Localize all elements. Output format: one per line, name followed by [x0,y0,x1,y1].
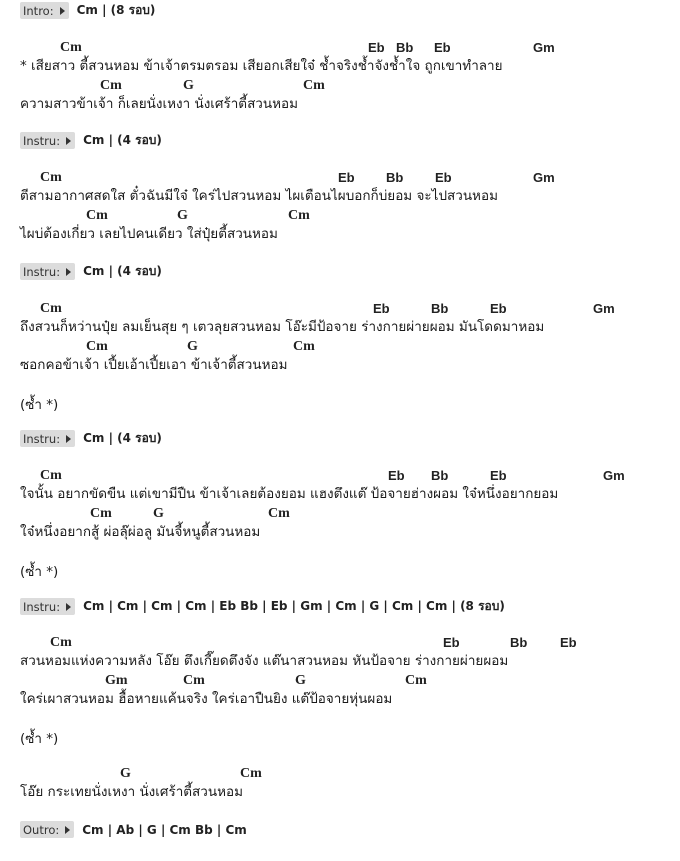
chord-label: Cm [86,208,108,223]
play-arrow-icon [66,603,71,611]
chord-label: Cm [40,468,62,483]
chord-label: Eb [368,40,385,55]
instru-section-3 [20,430,162,447]
chord-label: Eb [490,468,507,483]
instru-section-4 [20,598,505,615]
chord-label: Eb [490,301,507,316]
play-arrow-icon [65,826,70,834]
lyric-line: ใจ๋หนึ่งอยากสู้ ผ่อลุ๊ผ่อลู มันจี้หนูตี้สวนหอม [20,524,261,540]
chord-label: Bb [396,40,414,55]
chord-label: Cm [303,78,325,93]
play-arrow-icon [66,268,71,276]
chord-row [0,339,680,355]
chord-label: Cm [183,673,205,688]
section-label: Instru: [23,133,61,148]
chord-sequence: Cm | Cm | Cm | Cm | Eb Bb | Eb | Gm | Cm | G | Cm | Cm | (8 รอบ) [83,599,505,613]
chord-row [0,170,680,186]
section-label: Instru: [23,599,61,614]
intro-badge[interactable] [20,2,69,19]
chord-sequence: Cm | (4 รอบ) [83,431,162,445]
lyric-line: ถึงสวนก็หว่านปุ๋ย ลมเย็นสุย ๆ เตวลุยสวนหอม โอ๊ะมีป้อจาย ร่างกายผ่ายผอม มันโดดมาหอม [20,319,545,335]
instru-badge[interactable] [20,598,75,615]
chord-label: Cm [40,170,62,185]
chord-label: Eb [434,40,451,55]
instru-badge[interactable] [20,132,75,149]
play-arrow-icon [66,137,71,145]
chord-row [0,208,680,224]
chord-label: G [153,506,164,521]
chord-label: Eb [435,170,452,185]
repeat-marker: (ซ้ำ *) [20,731,59,747]
chord-label: Gm [593,301,615,316]
chord-label: Bb [431,301,449,316]
chord-label: G [177,208,188,223]
intro-section [20,2,155,19]
chord-label: Bb [386,170,404,185]
lyric-line: ไผบ่ต้องเกี่ยว เลยไปคนเดียว ใส่ปุ๋ยตี้สวนหอม [20,226,278,242]
lyric-line: สวนหอมแห่งความหลัง โอ๊ย ตึงเกี๊ยดตึงจัง แต๊นาสวนหอม หันป้อจาย ร่างกายผ่ายผอม [20,653,509,669]
repeat-marker: (ซ้ำ *) [20,397,59,413]
chord-label: Eb [443,635,460,650]
chord-sequence: Cm | (8 รอบ) [76,3,156,17]
instru-badge[interactable] [20,263,75,280]
chord-label: Gm [105,673,128,688]
lyric-line: ใคร่เผาสวนหอม ฮื้อหายแค้นจริง ใคร่เอาปืนยิง แต๊ป้อจายหุ่นผอม [20,691,393,707]
chord-label: Bb [431,468,449,483]
chord-label: Cm [405,673,427,688]
instru-badge[interactable] [20,430,75,447]
chord-label: Cm [86,339,108,354]
chord-label: Cm [50,635,72,650]
chord-label: Cm [288,208,310,223]
repeat-marker: (ซ้ำ *) [20,564,59,580]
chord-sequence: Cm | (4 รอบ) [83,264,162,278]
outro-badge[interactable] [20,821,74,838]
chord-label: Cm [40,301,62,316]
chord-row [0,673,680,689]
chord-label: Gm [533,170,555,185]
chord-label: Cm [240,766,262,781]
chord-label: Cm [268,506,290,521]
outro-section [20,821,247,838]
lyric-line: โอ๊ย กระเทยนั่งเหงา นั่งเศร้าตี้สวนหอม [20,784,244,800]
chord-label: Cm [100,78,122,93]
chord-label: Gm [533,40,555,55]
chord-label: Eb [338,170,355,185]
chord-row [0,635,680,651]
play-arrow-icon [66,435,71,443]
chord-label: Eb [373,301,390,316]
chord-label: Gm [603,468,625,483]
section-label: Instru: [23,264,61,279]
chord-label: Bb [510,635,528,650]
chord-row [0,40,680,56]
lyric-line: ใจนั้น อยากขัดขืน แต่เขามีปืน ข้าเจ้าเลยต้องยอม แฮงตึงแต๊ ป้อจายฮ่างผอม ใจ๋หนึ่งอยากยอม [20,486,559,502]
chord-label: G [120,766,131,781]
lyric-line: ตีสามอากาศสดใส ตั๋วฉันมีใจ๋ ใคร่ไปสวนหอม ไผเตือนไผบอกก็บ่ยอม จะไปสวนหอม [20,188,498,204]
chord-row [0,506,680,522]
section-label: Intro: [23,3,54,18]
chord-label: G [295,673,306,688]
play-arrow-icon [60,7,65,15]
chord-label: G [183,78,194,93]
chord-label: Eb [388,468,405,483]
chord-sequence: Cm | (4 รอบ) [83,133,162,147]
lyric-line: * เสียสาว ตี้สวนหอม ข้าเจ้าตรมตรอม เสียอกเสียใจ๋ ช้ำจริงช้ำจังช้ำใจ ถูกเขาทำลาย [20,58,503,74]
chord-label: Eb [560,635,577,650]
chord-row [0,301,680,317]
lyric-line: ซอกคอข้าเจ้า เปี้ยเอ้าเปี้ยเอา ข้าเจ้าตี้สวนหอม [20,357,288,373]
chord-label: G [187,339,198,354]
chord-label: Cm [293,339,315,354]
section-label: Instru: [23,431,61,446]
chord-row [0,78,680,94]
lyric-line: ความสาวข้าเจ้า ก็เลยนั่งเหงา นั่งเศร้าตี้สวนหอม [20,96,299,112]
instru-section-2 [20,263,162,280]
chord-label: Cm [90,506,112,521]
section-label: Outro: [23,822,60,837]
chord-row [0,468,680,484]
chord-row [0,766,680,782]
chord-label: Cm [60,40,82,55]
instru-section-1 [20,132,162,149]
chord-sequence: Cm | Ab | G | Cm Bb | Cm [82,822,247,837]
